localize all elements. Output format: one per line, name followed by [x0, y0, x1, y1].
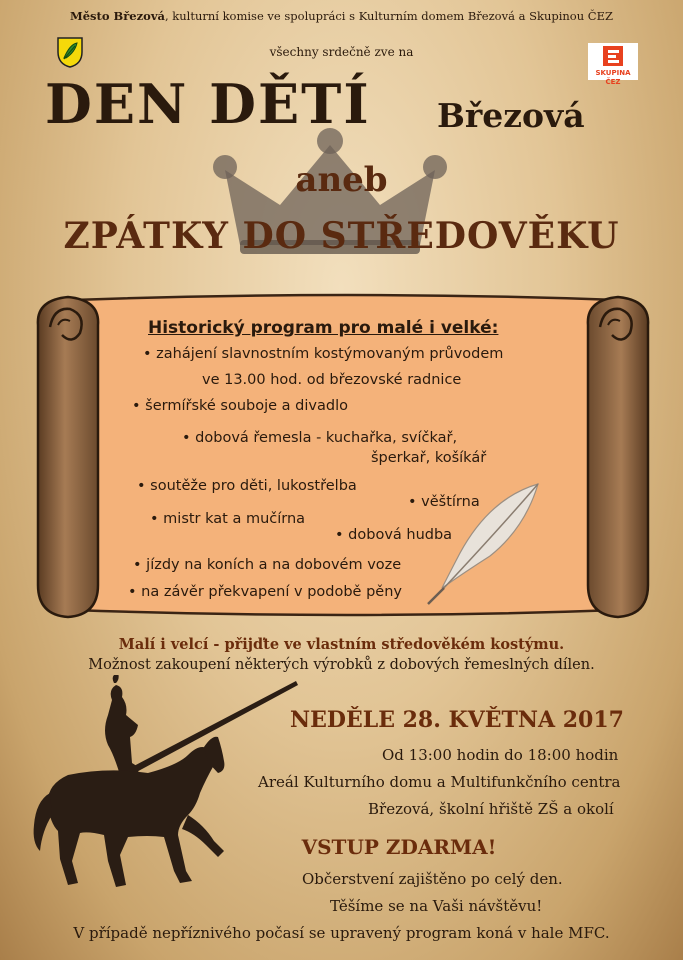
knight-silhouette-icon: [28, 675, 328, 915]
costume-note: Malí i velcí - přijďte ve vlastním středověkém kostýmu.: [118, 636, 565, 653]
refreshments-note: Občerstvení zajištěno po celý den.: [302, 870, 563, 888]
event-time: Od 13:00 hodin do 18:00 hodin: [382, 746, 619, 764]
cez-logo-text: SKUPINA ČEZ: [595, 69, 631, 86]
program-item: • jízdy na koních a na dobovém voze: [133, 557, 402, 573]
program-item: • dobová řemesla - kuchařka, svíčkař,: [182, 430, 458, 446]
organizer-name: Město Březová: [70, 9, 165, 23]
organizer-text: , kulturní komise ve spolupráci s Kulturním domem Březová a Skupinou ČEZ: [164, 9, 613, 23]
weather-note: V případě nepříznivého počasí se upravený program koná v hale MFC.: [73, 924, 610, 942]
free-entry: VSTUP ZDARMA!: [301, 835, 497, 859]
invite-text: všechny srdečně zve na: [269, 45, 414, 59]
welcome-note: Těšíme se na Vaši návštěvu!: [330, 897, 543, 915]
organizer-line: [0, 9, 683, 23]
program-item: šperkař, košíkář: [371, 450, 487, 466]
program-item: • zahájení slavnostním kostýmovaným průvodem: [143, 346, 504, 362]
program-item: • šermířské souboje a divadlo: [132, 398, 348, 414]
event-place-detail: Březová, školní hřiště ZŠ a okolí: [368, 800, 614, 818]
event-date: NEDĚLE 28. KVĚTNA 2017: [290, 707, 624, 733]
aneb-text: aneb: [295, 160, 388, 200]
program-item: ve 13.00 hod. od březovské radnice: [202, 372, 462, 388]
program-item: • věštírna: [408, 494, 480, 510]
workshop-note: Možnost zakoupení některých výrobků z dobových řemeslných dílen.: [88, 657, 595, 673]
program-heading: Historický program pro malé i velké:: [148, 318, 499, 338]
program-item: • soutěže pro děti, lukostřelba: [137, 478, 357, 494]
program-item: • mistr kat a mučírna: [150, 511, 306, 527]
event-subtitle: ZPÁTKY DO STŘEDOVĚKU: [63, 215, 620, 257]
event-town: Březová: [437, 96, 585, 135]
event-title: DEN DĚTÍ: [45, 72, 371, 136]
program-item: • na závěr překvapení v podobě pěny: [128, 584, 402, 600]
event-place: Areál Kulturního domu a Multifunkčního centra: [258, 773, 621, 791]
program-item: • dobová hudba: [335, 527, 453, 543]
